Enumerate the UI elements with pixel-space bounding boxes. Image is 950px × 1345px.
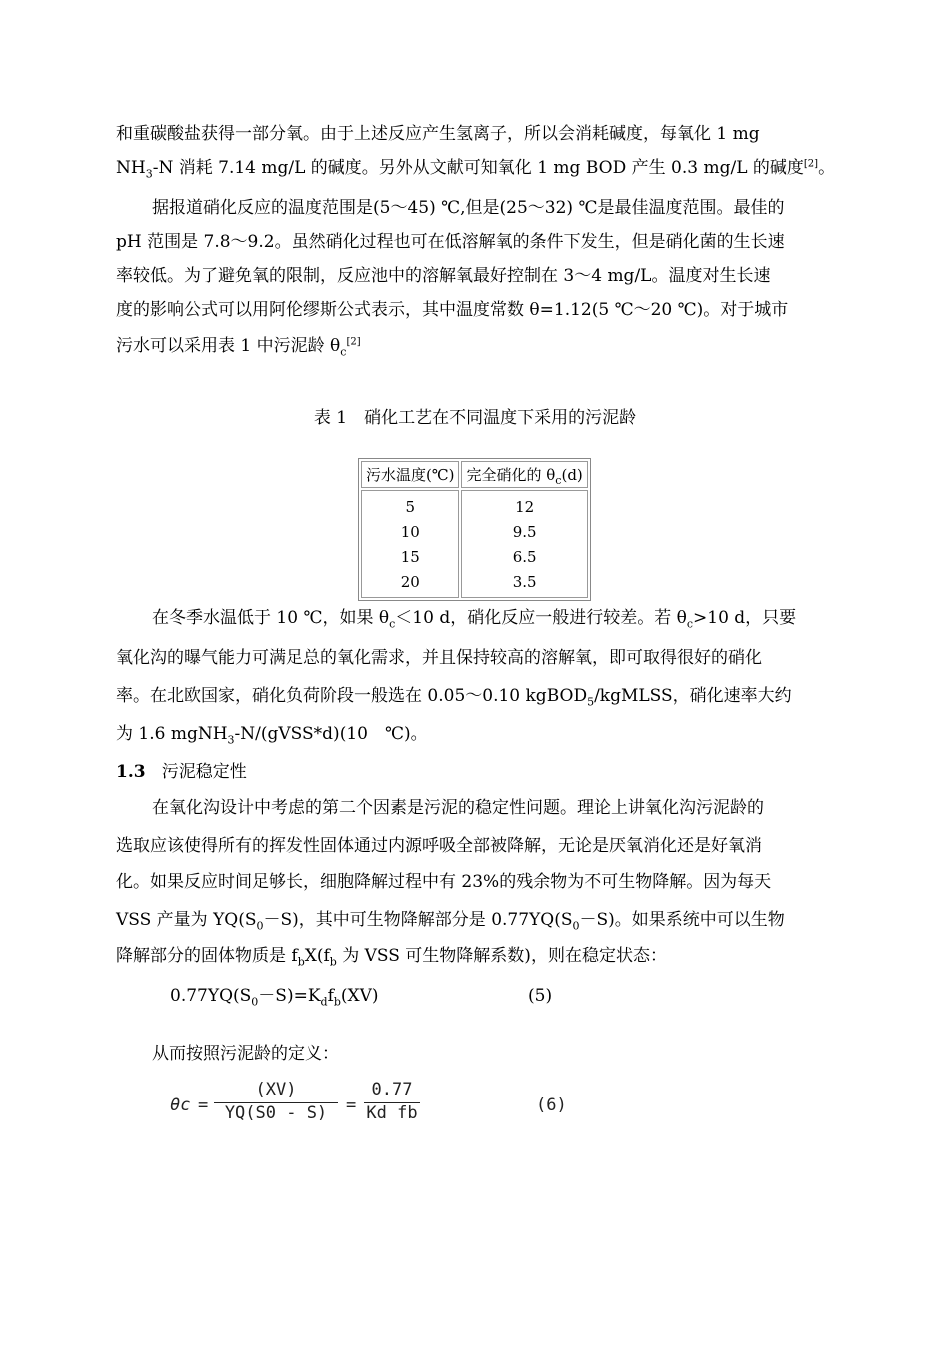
paragraph-2-line-4: 度的影响公式可以用阿伦缪斯公式表示，其中温度常数 θ=1.12(5 ℃～20 ℃)。对于城市 bbox=[116, 300, 789, 320]
citation-ref: [2] bbox=[803, 158, 819, 170]
equals-sign: = bbox=[346, 1095, 357, 1115]
table-header-temperature: 污水温度(℃) bbox=[361, 461, 459, 488]
paragraph-1-line-1: 和重碳酸盐获得一部分氧。由于上述反应产生氢离子，所以会消耗碱度，每氧化 1 mg bbox=[116, 124, 760, 144]
equation-6-lhs: θc bbox=[170, 1095, 191, 1115]
equation-6-fraction-1: $\frac{(XV)}{YQ(S0 - S)}$ bbox=[214, 1080, 338, 1125]
table-cell: 5 bbox=[405, 498, 416, 516]
table-caption: 表 1 硝化工艺在不同温度下采用的污泥龄 bbox=[313, 408, 637, 428]
paragraph-3-line-2: 氧化沟的曝气能力可满足总的氧化需求，并且保持较高的溶解氧，即可取得很好的硝化 bbox=[116, 648, 762, 668]
temperature-column bbox=[361, 490, 459, 598]
section-number: 1.3 bbox=[116, 762, 146, 782]
sludge-age-column bbox=[461, 490, 587, 598]
equation-6 bbox=[168, 1080, 567, 1132]
paragraph-3-line-4: 为 1.6 mgNH$_3$-N/(gVSS*d)(10 ℃)。 bbox=[116, 724, 428, 747]
table-cell: 20 bbox=[400, 573, 420, 591]
section-heading bbox=[116, 760, 247, 784]
equals-sign: = bbox=[198, 1095, 209, 1115]
section-title: 污泥稳定性 bbox=[161, 762, 247, 782]
table-cell: 12 bbox=[515, 498, 535, 516]
paragraph-3-line-3: 率。在北欧国家，硝化负荷阶段一般选在 0.05～0.10 kgBOD$_5$/kgMLSS，硝化速率大约 bbox=[116, 686, 792, 709]
table-row bbox=[361, 490, 588, 598]
paragraph-4-line-4: VSS 产量为 $YQ(S_0-S)$，其中可生物降解部分是 $0.77YQ(S_0-S)$。如果系统中可以生物 bbox=[116, 910, 785, 933]
citation-ref: [2] bbox=[346, 336, 361, 348]
equation-5: $0.77YQ(S_0-S)=K_df_b(XV)$ bbox=[170, 986, 379, 1009]
table-cell: 15 bbox=[400, 548, 420, 566]
paragraph-2-line-2: pH 范围是 7.8～9.2。虽然硝化过程也可在低溶解氧的条件下发生，但是硝化菌的生长速 bbox=[116, 232, 785, 252]
equation-6-number: (6) bbox=[536, 1095, 567, 1115]
paragraph-4-line-1: 在氧化沟设计中考虑的第二个因素是污泥的稳定性问题。理论上讲氧化沟污泥龄的 bbox=[152, 798, 764, 818]
table-header-row bbox=[361, 461, 588, 488]
paragraph-4-line-3: 化。如果反应时间足够长，细胞降解过程中有 23%的残余物为不可生物降解。因为每天 bbox=[116, 872, 772, 892]
paragraph-2-line-3: 率较低。为了避免氧的限制，反应池中的溶解氧最好控制在 3～4 mg/L。温度对生长速 bbox=[116, 266, 771, 286]
table-header-sludge-age: 完全硝化的 $\theta_c(d)$ bbox=[461, 461, 587, 488]
paragraph-1-line-2: $NH_3-N$ 消耗 7.14 mg/L 的碱度。另外从文献可知氧化 1 mg BOD 产生 0.3 mg/L 的碱度[2]。 bbox=[116, 158, 836, 181]
table-cell: 9.5 bbox=[512, 523, 537, 541]
paragraph-5-line-1: 从而按照污泥龄的定义： bbox=[152, 1044, 339, 1064]
paragraph-4-line-2: 选取应该使得所有的挥发性固体通过内源呼吸全部被降解，无论是厌氧消化还是好氧消 bbox=[116, 836, 762, 856]
sludge-age-table bbox=[358, 458, 591, 601]
paragraph-2-line-5: 污水可以采用表 1 中污泥龄 $\theta_c[2]$ bbox=[116, 336, 361, 359]
paragraph-3-line-1: 在冬季水温低于 10 ℃，如果 $\theta_c<10$ d，硝化反应一般进行较差。若 $\theta_c>10$ d，只要 bbox=[152, 608, 797, 631]
table-cell: 3.5 bbox=[512, 573, 537, 591]
equation-5-number: (5) bbox=[528, 986, 553, 1006]
paragraph-4-line-5: 降解部分的固体物质是 $f_bX(f_b$ 为 VSS 可生物降解系数)，则在稳定状态： bbox=[116, 946, 667, 969]
equation-6-fraction-2: $\frac{0.77}{\text{Kd fb}}$ bbox=[364, 1080, 420, 1125]
paragraph-2-line-1: 据报道硝化反应的温度范围是(5～45) ℃,但是(25～32) ℃是最佳温度范围。最佳的 bbox=[152, 198, 785, 218]
table-cell: 6.5 bbox=[512, 548, 537, 566]
table-cell: 10 bbox=[400, 523, 420, 541]
